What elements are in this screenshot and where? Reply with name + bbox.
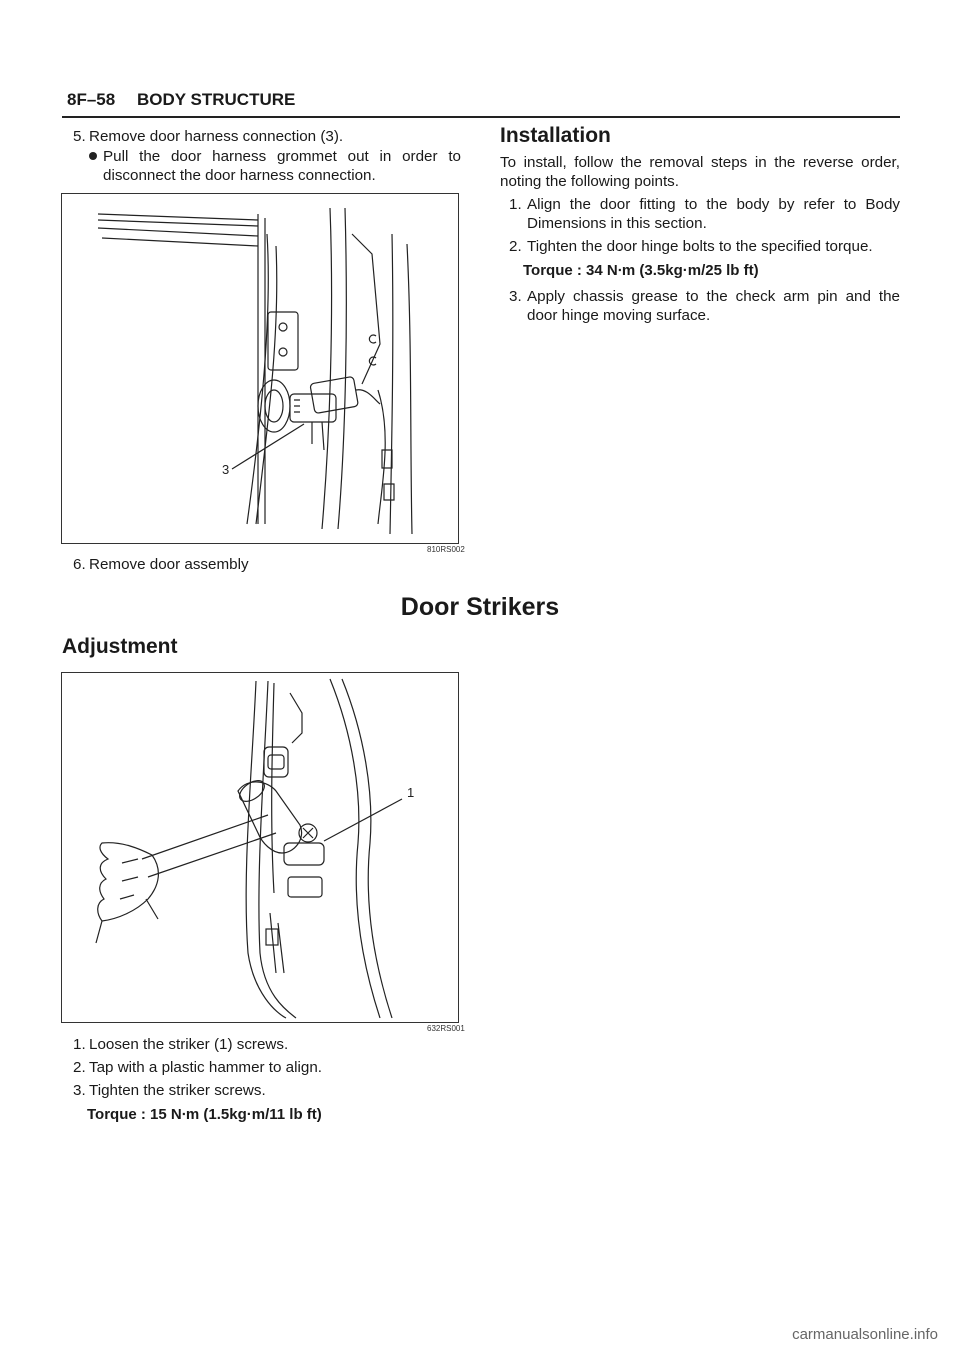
install-step-1-line2: Dimensions in this section. xyxy=(527,215,707,232)
installation-heading: Installation xyxy=(500,124,611,147)
callout-3: 3 xyxy=(222,462,230,477)
striker-step-2-number: 2. xyxy=(73,1059,86,1076)
figure-door-harness xyxy=(61,193,459,544)
striker-torque-spec: Torque : 15 N∙m (1.5kg·m/11 lb ft) xyxy=(87,1106,322,1123)
step-5-text: Remove door harness connection (3). xyxy=(89,128,344,145)
step-5-number: 5. xyxy=(73,128,86,145)
install-step-1-line1: Align the door fitting to the body by refer to Body xyxy=(527,196,900,213)
install-torque-spec: Torque : 34 N∙m (3.5kg·m/25 lb ft) xyxy=(523,262,759,279)
watermark: carmanualsonline.info xyxy=(792,1326,938,1343)
install-step-3-number: 3. xyxy=(509,288,522,305)
installation-intro-line2: noting the following points. xyxy=(500,173,679,190)
striker-step-1-text: Loosen the striker (1) screws. xyxy=(89,1036,289,1053)
striker-step-3-text: Tighten the striker screws. xyxy=(89,1082,266,1099)
figure-1-code: 810RS002 xyxy=(427,545,465,554)
step-5-bullet-line2: disconnect the door harness connection. xyxy=(103,167,376,184)
striker-step-3-number: 3. xyxy=(73,1082,86,1099)
figure-striker-adjustment xyxy=(61,672,459,1023)
step-6-number: 6. xyxy=(73,556,86,573)
door-strikers-heading: Door Strikers xyxy=(400,593,560,621)
section-number: 8F–58 xyxy=(67,90,116,109)
installation-intro-line1: To install, follow the removal steps in the reverse order, xyxy=(500,154,900,171)
install-step-2-number: 2. xyxy=(509,238,522,255)
figure-2-code: 632RS001 xyxy=(427,1024,465,1033)
section-title: BODY STRUCTURE xyxy=(137,90,296,109)
striker-step-2-text: Tap with a plastic hammer to align. xyxy=(89,1059,322,1076)
callout-1: 1 xyxy=(407,785,415,800)
step-5-bullet-line1: Pull the door harness grommet out in order to xyxy=(89,147,461,166)
striker-step-1-number: 1. xyxy=(73,1036,86,1053)
header-rule xyxy=(62,116,900,118)
install-step-3-line2: door hinge moving surface. xyxy=(527,307,711,324)
adjustment-heading: Adjustment xyxy=(62,635,178,658)
install-step-2-line1: Tighten the door hinge bolts to the specified torque. xyxy=(527,238,873,255)
bullet-icon xyxy=(89,152,97,160)
install-step-3-line1: Apply chassis grease to the check arm pin and the xyxy=(527,288,900,305)
striker-hammer-illustration xyxy=(62,673,458,1022)
door-harness-illustration xyxy=(62,194,458,543)
install-step-1-number: 1. xyxy=(509,196,522,213)
step-6-text: Remove door assembly xyxy=(89,556,249,573)
